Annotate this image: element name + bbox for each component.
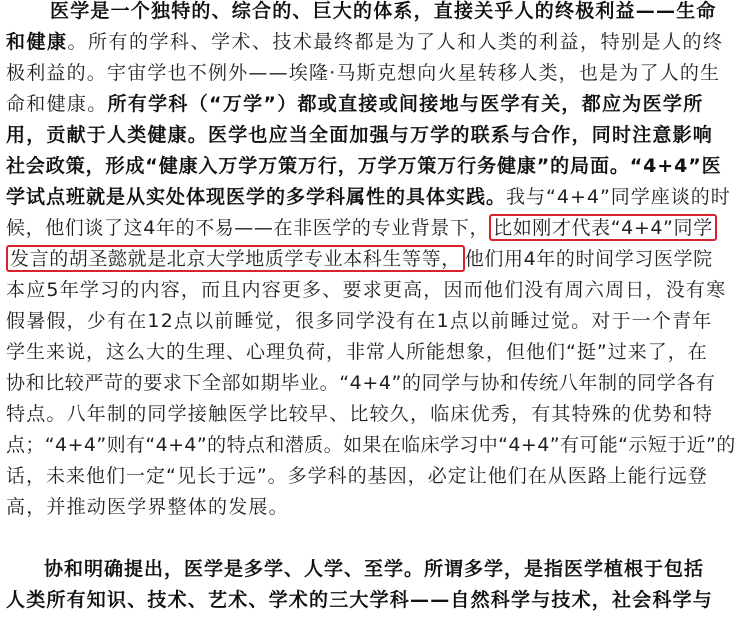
text-line bbox=[6, 521, 646, 555]
bold-text: 用，贡献于人类健康。医学也应当全面加强与万学的联系与合作，同时注意影响 bbox=[6, 124, 714, 146]
text-segment: 极利益的。宇宙学也不例外——埃隆·马斯克想向火星转移人类，也是为了人的生 bbox=[6, 62, 721, 84]
text-segment: 。所有的学科、学术、技术最终都是为了人和人类的利益，特别是人的终 bbox=[67, 31, 724, 53]
text-line bbox=[6, 56, 721, 90]
text-line bbox=[6, 490, 646, 524]
bold-text: 医学是一个独特的、综合的、巨大的体系，直接关乎人的终极利益——生命 bbox=[50, 0, 717, 22]
highlighted-text: 比如刚才代表“4+4”同学 bbox=[489, 214, 717, 241]
text-line bbox=[6, 304, 713, 338]
text-line bbox=[6, 149, 722, 183]
text-segment: 特点。八年制的同学接触医学比较早、比较久，临床优秀，有其特殊的优势和特 bbox=[6, 403, 714, 425]
text-segment: 本应5年学习的内容，而且内容更多、要求更高，因而他们没有周六周日，没有寒 bbox=[6, 279, 727, 301]
bold-text: 社会政策，形成“健康入万学万策万行，万学万策万行务健康”的局面。“4+4”医 bbox=[6, 155, 722, 177]
text-segment: 点；“4+4”则有“4+4”的特点和潜质。如果在临床学习中“4+4”有可能“示短于近”的 bbox=[6, 434, 736, 456]
text-segment: 命和健康。 bbox=[6, 93, 108, 115]
text-line bbox=[6, 87, 704, 121]
text-segment: 高，并推动医学界整体的发展。 bbox=[6, 496, 289, 518]
text-line bbox=[6, 242, 713, 276]
text-line bbox=[6, 583, 714, 617]
text-segment: 他们用4年的时间学习医学院 bbox=[464, 248, 713, 270]
text-line bbox=[6, 273, 727, 307]
text-segment: 假暑假，少有在12点以前睡觉，很多同学没有在1点以前睡过觉。对于一个青年 bbox=[6, 310, 713, 332]
text-segment: 话，未来他们一定“见长于远”。多学科的基因，必定让他们在从医路上能行远登 bbox=[6, 465, 708, 487]
text-line bbox=[6, 25, 724, 59]
text-segment: 协和比较严苛的要求下全部如期毕业。“4+4”的同学与协和传统八年制的同学各有 bbox=[6, 372, 716, 394]
bold-text: 协和明确提出，医学是多学、人学、至学。所谓多学，是指医学植根于包括 bbox=[44, 558, 705, 580]
text-line bbox=[6, 180, 731, 214]
text-line bbox=[6, 428, 736, 462]
text-line bbox=[44, 552, 705, 586]
text-segment: 学生来说，这么大的生理、心理负荷，非常人所能想象，但他们“挺”过来了，在 bbox=[6, 341, 708, 363]
text-line bbox=[6, 366, 716, 400]
bold-text: 学试点班就是从实处体现医学的多学科属性的具体实践。 bbox=[6, 186, 507, 208]
bold-text: 和健康 bbox=[6, 31, 68, 53]
bold-text: 人类所有知识、技术、艺术、学术的三大学科——自然科学与技术，社会科学与 bbox=[6, 589, 714, 611]
text-line bbox=[6, 459, 708, 493]
text-line bbox=[6, 211, 713, 245]
text-segment: 候，他们谈了这4年的不易——在非医学的专业背景下， bbox=[6, 217, 490, 239]
text-line bbox=[6, 397, 714, 431]
bold-text: 所有学科（“万学”）都或直接或间接地与医学有关，都应为医学所 bbox=[107, 93, 704, 115]
text-line bbox=[6, 118, 714, 152]
text-segment: 我与“4+4”同学座谈的时 bbox=[506, 186, 731, 208]
text-line bbox=[6, 335, 708, 369]
text-line bbox=[50, 0, 717, 28]
highlighted-text: 发言的胡圣懿就是北京大学地质学专业本科生等等， bbox=[6, 245, 465, 272]
